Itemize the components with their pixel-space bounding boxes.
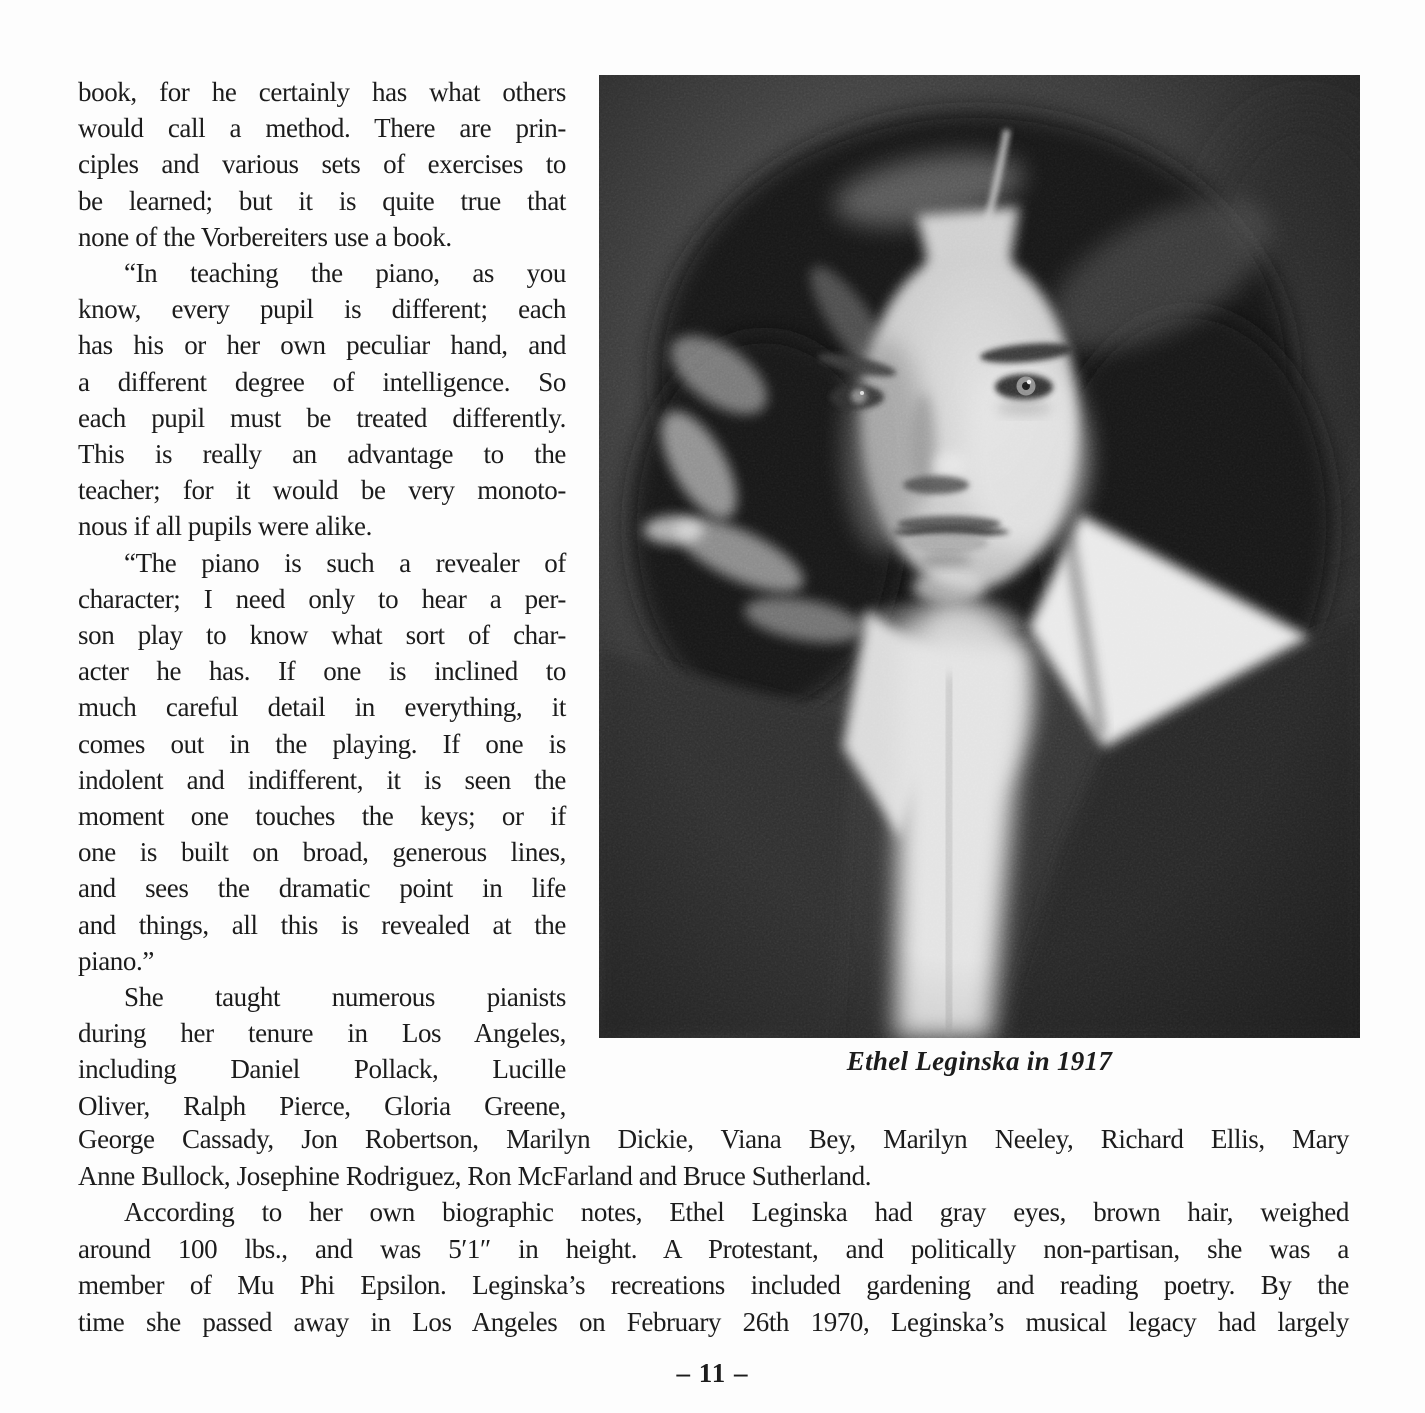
page-number: – 11 – (676, 1358, 749, 1388)
full-width-text (78, 1121, 1349, 1341)
paragraph-quote-2: “The piano is such a revealer of character; I need only to hear a per- son play to know what sort of char- acter he has. If one is inclined to much careful detail in everything, it comes out in the playing. If one is indolent and indifferent, it is seen the moment one touches the keys; or if one is built on broad, generous lines, and sees the dramatic point in life and things, all this is revealed at the piano.” (78, 547, 566, 976)
paragraph-continuation: book, for he certainly has what others would call a method. There are prin- ciples and various sets of exercises to be learned; but it is quite true that none of the Vorbereiters use a book. (78, 77, 566, 252)
paragraph-pianists: She taught numerous pianists during her tenure in Los Angeles, including Daniel Pollack, Lucille Oliver, Ralph Pierce, Gloria Greene, (78, 982, 566, 1121)
paragraph-biographic-notes: According to her own biographic notes, Ethel Leginska had gray eyes, brown hair, weighed around 100 lbs., and was 5′1″ in height. A Protestant, and politically non-partisan, she was a member of Mu Phi Epsilon. Leginska’s recreations included gardening and reading poetry. By the time she passed away in Los Angeles on February 26th 1970, Leginska’s musical legacy had largely (78, 1197, 1349, 1337)
left-text-column (78, 74, 566, 1124)
portrait-photo (599, 75, 1360, 1038)
paragraph-quote-1: “In teaching the piano, as you know, every pupil is different; each has his or her own peculiar hand, and a different degree of intelligence. So each pupil must be treated differently. This is really an advantage to the teacher; for it would be very monoto- nous if all pupils were alike. (78, 258, 566, 542)
paragraph-pianists-continued: George Cassady, Jon Robertson, Marilyn Dickie, Viana Bey, Marilyn Neeley, Richard Ellis, Mary Anne Bullock, Josephine Rodriguez, Ron McFarland and Bruce Sutherland. (78, 1124, 1349, 1191)
photo-caption: Ethel Leginska in 1917 (846, 1046, 1113, 1076)
photo-vignette (599, 75, 1360, 1038)
portrait-figure (599, 75, 1360, 1038)
